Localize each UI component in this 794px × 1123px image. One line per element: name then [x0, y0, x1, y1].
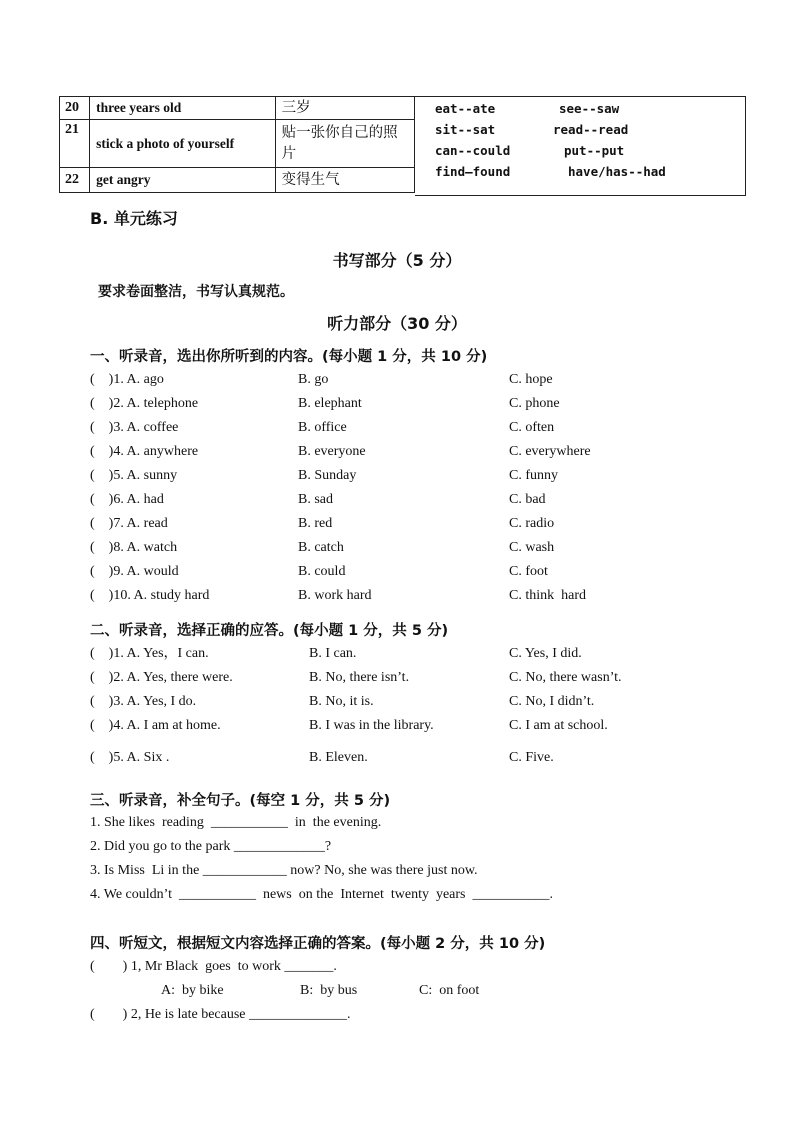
question-option-a: ( )5. A. Six . [90, 750, 170, 765]
question-row [90, 586, 730, 606]
verb-pair-row [435, 99, 735, 119]
question-option-a: ( )1. A. Yes，I can. [90, 646, 209, 661]
question-option-b: B. I can. [309, 646, 357, 661]
question-option-c: C. Five. [509, 750, 554, 765]
question-row [90, 716, 730, 736]
question-row [90, 514, 730, 534]
verb-pair: eat--ate [435, 101, 496, 116]
question-option-a: ( )4. A. anywhere [90, 444, 199, 459]
question-option-a: ( )3. A. Yes, I do. [90, 694, 197, 709]
question-option-b: B. everyone [298, 444, 366, 459]
question-option-b: B. Eleven. [309, 750, 368, 765]
question-option-c: C. radio [509, 516, 555, 531]
question-row [90, 490, 730, 510]
fill-in-sentence: 4. We couldn’t ___________ news on the Internet twenty years ___________. [90, 887, 554, 902]
question-option-c: C. funny [509, 468, 558, 483]
section-b-heading: B. 单元练习 [90, 209, 178, 228]
question-option-b: B. sad [298, 492, 333, 507]
question-row [90, 370, 730, 390]
verb-pair-row [435, 120, 735, 140]
question-option-a: ( )8. A. watch [90, 540, 178, 555]
irregular-verbs-box [415, 96, 746, 196]
question-option-c: C. Yes, I did. [509, 646, 582, 661]
question-option-a: ( )6. A. had [90, 492, 164, 507]
question-option-a: ( )5. A. sunny [90, 468, 178, 483]
question-text: ( ) 2, He is late because ______________. [90, 1007, 351, 1022]
part1-heading: 一、听录音，选出你所听到的内容。(每小题 1 分，共 10 分) [90, 349, 488, 365]
question-option-c: C. I am at school. [509, 718, 608, 733]
question-row [90, 748, 730, 768]
question-option-a: A: by bike [161, 983, 224, 998]
question-option-a: ( )10. A. study hard [90, 588, 210, 603]
question-text: ( ) 1, Mr Black goes to work _______. [90, 959, 337, 974]
table-row [60, 97, 415, 120]
question-row [90, 442, 730, 462]
verb-pair: sit--sat [435, 122, 496, 137]
question-option-c: C. often [509, 420, 555, 435]
verb-pair-row [435, 162, 735, 182]
question-option-c: C. think hard [509, 588, 586, 603]
question-option-a: ( )1. A. ago [90, 372, 164, 387]
fill-in-sentence: 3. Is Miss Li in the ____________ now? No, she was there just now. [90, 863, 478, 878]
question-option-c: C. phone [509, 396, 560, 411]
question-option-a: ( )2. A. Yes, there were. [90, 670, 233, 685]
question-option-c: C. bad [509, 492, 546, 507]
question-option-a: ( )4. A. I am at home. [90, 718, 221, 733]
question-option-a: ( )7. A. read [90, 516, 168, 531]
question-option-b: B. office [298, 420, 347, 435]
row-number: 21 [60, 120, 90, 168]
fill-in-sentence: 2. Did you go to the park _____________? [90, 839, 332, 854]
part2-heading: 二、听录音，选择正确的应答。(每小题 1 分，共 5 分) [90, 623, 449, 639]
question-option-c: C. foot [509, 564, 548, 579]
english-phrase: stick a photo of yourself [90, 120, 276, 168]
question-option-b: B. red [298, 516, 333, 531]
verb-pair-row [435, 141, 735, 161]
chinese-meaning: 贴一张你自己的照片 [275, 120, 414, 168]
question-option-b: B. could [298, 564, 346, 579]
chinese-meaning: 三岁 [275, 97, 414, 120]
writing-title: 书写部分（5 分） [332, 251, 462, 270]
row-number: 22 [60, 168, 90, 193]
question-option-b: B. catch [298, 540, 344, 555]
question-option-b: B. work hard [298, 588, 372, 603]
question-option-a: ( )9. A. would [90, 564, 179, 579]
question-row [90, 692, 730, 712]
question-option-c: C: on foot [419, 983, 480, 998]
table-row [60, 168, 415, 193]
question-row [90, 562, 730, 582]
verb-pair: read--read [553, 122, 629, 137]
vocab-table [59, 96, 415, 193]
question-option-c: C. wash [509, 540, 555, 555]
question-option-c: C. No, I didn’t. [509, 694, 595, 709]
question-row [90, 418, 730, 438]
row-number: 20 [60, 97, 90, 120]
fill-in-sentence: 1. She likes reading ___________ in the evening. [90, 815, 382, 830]
question-row [90, 538, 730, 558]
verb-pair: can--could [435, 143, 511, 158]
table-row [60, 120, 415, 168]
verb-pair: put--put [564, 143, 625, 158]
question-option-b: B: by bus [300, 983, 358, 998]
verb-pair: have/has--had [568, 164, 666, 179]
listening-title: 听力部分（30 分） [327, 314, 467, 333]
verb-pair: find—found [435, 164, 511, 179]
question-option-b: B. go [298, 372, 329, 387]
chinese-meaning: 变得生气 [275, 168, 414, 193]
part4-heading: 四、听短文，根据短文内容选择正确的答案。(每小题 2 分，共 10 分) [90, 936, 546, 952]
question-option-c: C. everywhere [509, 444, 591, 459]
question-option-b: B. Sunday [298, 468, 357, 483]
question-row [90, 644, 730, 664]
question-row [90, 466, 730, 486]
question-row [90, 668, 730, 688]
question-option-b: B. No, it is. [309, 694, 374, 709]
question-option-b: B. elephant [298, 396, 362, 411]
question-option-a: ( )2. A. telephone [90, 396, 199, 411]
question-option-c: C. hope [509, 372, 553, 387]
writing-requirement: 要求卷面整洁，书写认真规范。 [98, 284, 294, 300]
english-phrase: get angry [90, 168, 276, 193]
part3-heading: 三、听录音，补全句子。(每空 1 分，共 5 分) [90, 793, 391, 809]
verb-pair: see--saw [559, 101, 620, 116]
question-option-b: B. I was in the library. [309, 718, 434, 733]
question-option-a: ( )3. A. coffee [90, 420, 179, 435]
question-option-b: B. No, there isn’t. [309, 670, 410, 685]
question-row [90, 394, 730, 414]
question-option-c: C. No, there wasn’t. [509, 670, 622, 685]
english-phrase: three years old [90, 97, 276, 120]
